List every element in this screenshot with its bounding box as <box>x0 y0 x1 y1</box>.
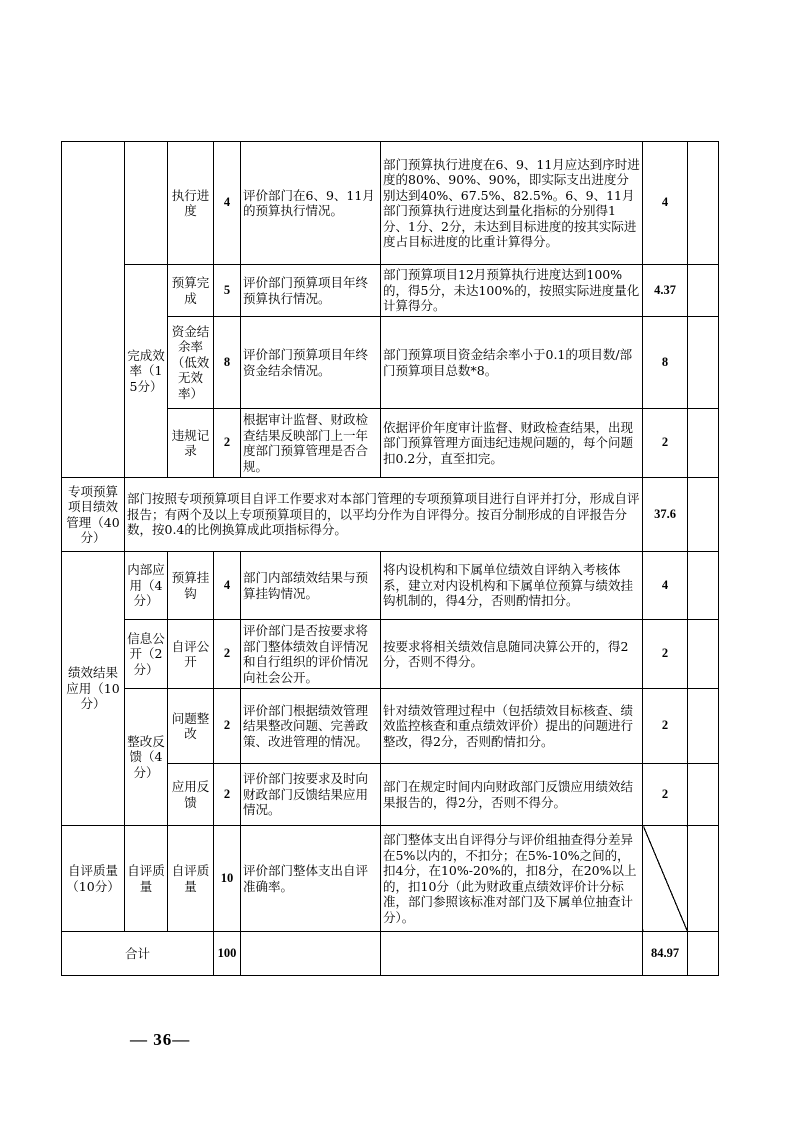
table-row <box>62 142 719 265</box>
standard-cell: 部门预算项目资金结余率小于0.1的项目数/部门预算项目总数*8。 <box>381 317 643 409</box>
level2-cell: 信息公开（2分） <box>125 620 168 689</box>
diagonal-result-cell <box>643 826 688 932</box>
level3-cell: 应用反馈 <box>168 764 214 826</box>
standard-cell: 部门整体支出自评得分与评价组抽查得分差异在5%以内的，不扣分；在5%-10%之间的，扣4分，在10%-20%的，扣8分，在20%以上的，扣10分（此为财政重点绩效评价计分标准，部门参照该标准对部门及下属单位抽查计分）。 <box>381 826 643 932</box>
score-cell: 2 <box>214 764 241 826</box>
result-cell: 2 <box>643 764 688 826</box>
result-cell: 4.37 <box>643 265 688 317</box>
total-label: 合计 <box>62 932 214 976</box>
remark-cell <box>688 620 719 689</box>
standard-cell: 针对绩效管理过程中（包括绩效目标核查、绩效监控核查和重点绩效评价）提出的问题进行整改，得2分，否则酌情扣分。 <box>381 689 643 764</box>
content-cell: 部门内部绩效结果与预算挂钩情况。 <box>241 552 381 620</box>
total-score: 100 <box>214 932 241 976</box>
level3-cell: 问题整改 <box>168 689 214 764</box>
standard-cell: 依据评价年度审计监督、财政检查结果，出现部门预算管理方面违纪违规问题的，每个问题扣0.2分，直至扣完。 <box>381 409 643 478</box>
content-cell: 评价部门在6、9、11月的预算执行情况。 <box>241 142 381 265</box>
remark-cell <box>688 689 719 764</box>
level1-cell: 专项预算项目绩效管理（40分） <box>62 478 125 552</box>
standard-cell: 部门在规定时间内向财政部门反馈应用绩效结果报告的，得2分，否则不得分。 <box>381 764 643 826</box>
score-cell: 10 <box>214 826 241 932</box>
remark-cell <box>688 552 719 620</box>
content-cell: 评价部门按要求及时向财政部门反馈结果应用情况。 <box>241 764 381 826</box>
total-content-empty <box>241 932 381 976</box>
score-cell: 2 <box>214 689 241 764</box>
level2-cell: 内部应用（4分） <box>125 552 168 620</box>
result-cell: 4 <box>643 552 688 620</box>
level1-cell: 自评质量（10分） <box>62 826 125 932</box>
score-cell: 2 <box>214 620 241 689</box>
total-row <box>62 932 719 976</box>
remark-cell <box>688 932 719 976</box>
table-row <box>62 689 719 764</box>
content-cell: 评价部门预算项目年终资金结余情况。 <box>241 317 381 409</box>
result-cell: 37.6 <box>643 478 688 552</box>
evaluation-table <box>61 141 719 976</box>
result-cell: 2 <box>643 409 688 478</box>
remark-cell <box>688 317 719 409</box>
total-result: 84.97 <box>643 932 688 976</box>
score-cell: 4 <box>214 552 241 620</box>
level3-cell: 违规记录 <box>168 409 214 478</box>
content-cell: 评价部门根据绩效管理结果整改问题、完善政策、改进管理的情况。 <box>241 689 381 764</box>
result-cell: 2 <box>643 689 688 764</box>
table-row <box>62 552 719 620</box>
result-cell: 2 <box>643 620 688 689</box>
total-standard-empty <box>381 932 643 976</box>
merged-standard-cell: 部门按照专项预算项目自评工作要求对本部门管理的专项预算项目进行自评并打分，形成自评报告；有两个及以上专项预算项目的，以平均分作为自评得分。按百分制形成的自评报告分数，按0.4的比例换算成此项指标得分。 <box>125 478 643 552</box>
table-row <box>62 265 719 317</box>
level2-cell: 完成效率（15分） <box>125 265 168 478</box>
level3-cell: 预算挂钩 <box>168 552 214 620</box>
remark-cell <box>688 265 719 317</box>
level2-cell-empty <box>125 142 168 265</box>
level3-cell: 预算完成 <box>168 265 214 317</box>
content-cell: 根据审计监督、财政检查结果反映部门上一年度部门预算管理是否合规。 <box>241 409 381 478</box>
standard-cell: 按要求将相关绩效信息随同决算公开的，得2分，否则不得分。 <box>381 620 643 689</box>
level3-cell: 自评质量 <box>168 826 214 932</box>
remark-cell <box>688 826 719 932</box>
level3-cell: 执行进度 <box>168 142 214 265</box>
remark-cell <box>688 764 719 826</box>
result-cell: 4 <box>643 142 688 265</box>
score-cell: 4 <box>214 142 241 265</box>
level2-cell: 自评质量 <box>125 826 168 932</box>
level1-cell: 绩效结果应用（10分） <box>62 552 125 826</box>
content-cell: 评价部门预算项目年终预算执行情况。 <box>241 265 381 317</box>
result-cell: 8 <box>643 317 688 409</box>
content-cell: 评价部门整体支出自评准确率。 <box>241 826 381 932</box>
remark-cell <box>688 142 719 265</box>
level3-cell: 自评公开 <box>168 620 214 689</box>
remark-cell <box>688 409 719 478</box>
score-cell: 5 <box>214 265 241 317</box>
standard-cell: 部门预算执行进度在6、9、11月应达到序时进度的80%、90%、90%，即实际支出进度分别达到40%、67.5%、82.5%。6、9、11月部门预算执行进度达到量化指标的分别得1分、1分、2分，未达到目标进度的按其实际进度占目标进度的比重计算得分。 <box>381 142 643 265</box>
table-row <box>62 826 719 932</box>
score-cell: 8 <box>214 317 241 409</box>
table-row <box>62 620 719 689</box>
remark-cell <box>688 478 719 552</box>
standard-cell: 部门预算项目12月预算执行进度达到100%的，得5分，未达100%的，按照实际进度量化计算得分。 <box>381 265 643 317</box>
page-number: — 36— <box>130 1030 191 1049</box>
score-cell: 2 <box>214 409 241 478</box>
content-cell: 评价部门是否按要求将部门整体绩效自评情况和自行组织的评价情况向社会公开。 <box>241 620 381 689</box>
level2-cell: 整改反馈（4分） <box>125 689 168 826</box>
level3-cell: 资金结余率（低效无效率） <box>168 317 214 409</box>
table-row <box>62 478 719 552</box>
level1-cell-empty <box>62 142 125 478</box>
standard-cell: 将内设机构和下属单位绩效自评纳入考核体系，建立对内设机构和下属单位预算与绩效挂钩机制的，得4分，否则酌情扣分。 <box>381 552 643 620</box>
